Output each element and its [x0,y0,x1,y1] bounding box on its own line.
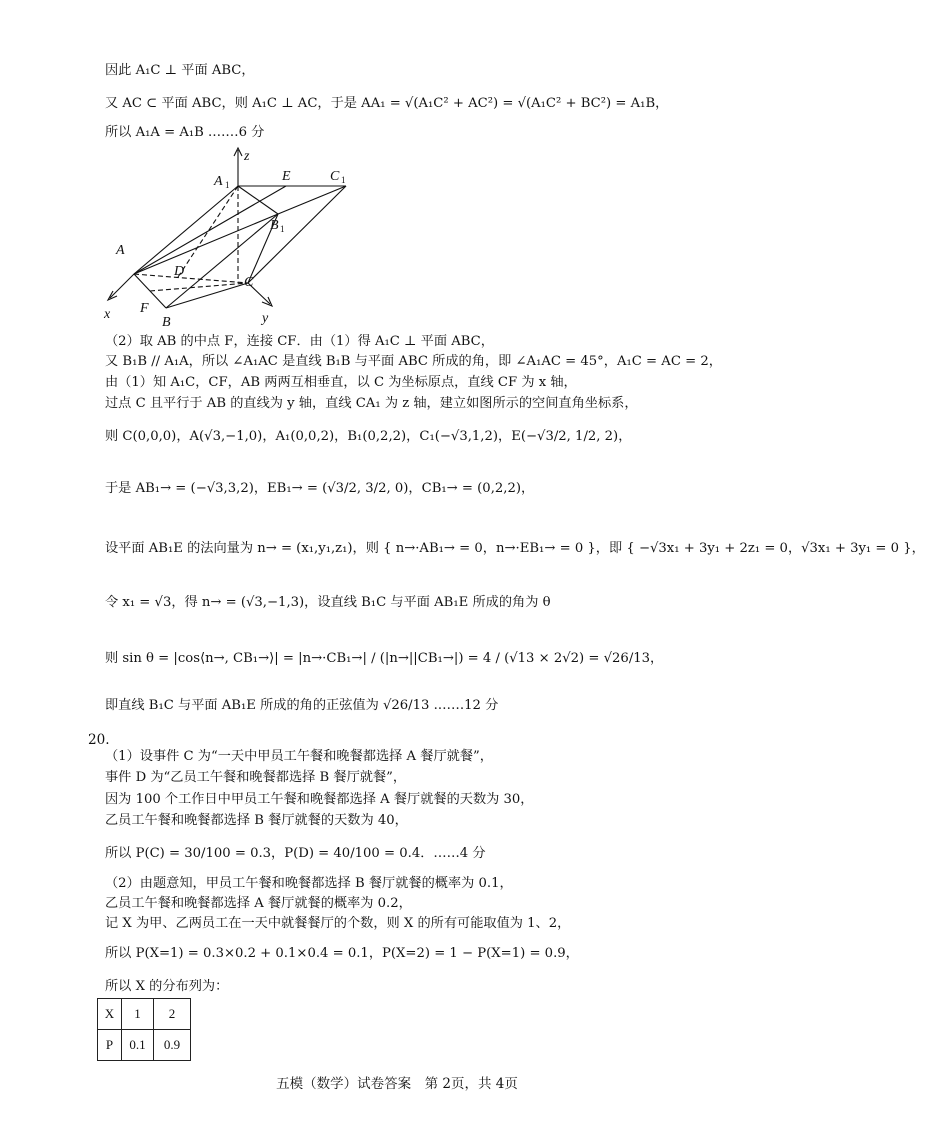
text-line-13: 即直线 B₁C 与平面 AB₁E 所成的角的正弦值为 √26/13 .……12 分 [105,698,499,713]
label-E: E [282,169,291,184]
text-line-16: 因为 100 个工作日中甲员工午餐和晚餐都选择 A 餐厅就餐的天数为 30， [105,792,534,807]
text-line-3: 所以 A₁A = A₁B .……6 分 [105,125,265,140]
table-cell: 1 [122,999,154,1030]
text-line-9: 于是 AB₁→ = (−√3,3,2)，EB₁→ = (√3/2, 3/2, 0)，CB₁→ = (0,2,2)， [105,481,535,496]
text-line-17: 乙员工午餐和晚餐都选择 B 餐厅就餐的天数为 40， [105,813,408,828]
table-cell: X [98,999,122,1030]
label-C1-sub: 1 [341,175,346,185]
label-B: B [162,315,171,330]
label-z: z [244,149,250,164]
text-line-2: 又 AC ⊂ 平面 ABC，则 A₁C ⊥ AC，于是 AA₁ = √(A₁C² + AC²) = √(A₁C² + BC²) = A₁B， [105,96,669,111]
label-A1-sub: 1 [225,180,230,190]
page-footer: 五模（数学）试卷答案 第 2页，共 4页 [276,1076,518,1092]
text-line-20: 乙员工午餐和晚餐都选择 A 餐厅就餐的概率为 0.2， [105,896,412,911]
problem-number: 20. [88,732,110,748]
text-line-12: 则 sin θ = |cos⟨n→, CB₁→⟩| = |n→·CB₁→| / (|n→||CB₁→|) = 4 / (√13 × 2√2) = √26/13， [105,651,664,666]
text-line-19: （2）由题意知，甲员工午餐和晚餐都选择 B 餐厅就餐的概率为 0.1， [105,876,513,891]
table-row [98,1030,191,1061]
text-line-5: 又 B₁B // A₁A，所以 ∠A₁AC 是直线 B₁B 与平面 ABC 所成的角，即 ∠A₁AC = 45°，A₁C = AC = 2， [105,354,722,369]
label-F: F [140,301,149,316]
label-x: x [104,307,111,322]
label-A1: A [214,174,223,189]
label-B1: B [270,218,279,233]
text-line-7: 过点 C 且平行于 AB 的直线为 y 轴，直线 CA₁ 为 z 轴，建立如图所示的空间直角坐标系， [105,396,638,411]
text-line-11: 令 x₁ = √3，得 n→ = (√3,−1,3)，设直线 B₁C 与平面 AB₁E 所成的角为 θ [105,595,551,610]
table-row [98,999,191,1030]
geometry-figure [98,140,368,330]
label-C: C [244,275,254,290]
text-line-1: 因此 A₁C ⊥ 平面 ABC， [105,63,255,78]
text-line-22: 所以 P(X=1) = 0.3×0.2 + 0.1×0.4 = 0.1，P(X=2) = 1 − P(X=1) = 0.9， [105,946,579,961]
text-line-21: 记 X 为甲、乙两员工在一天中就餐餐厅的个数，则 X 的所有可能取值为 1、2， [105,916,571,931]
text-line-4: （2）取 AB 的中点 F，连接 CF．由（1）得 A₁C ⊥ 平面 ABC， [105,334,494,349]
text-line-14: （1）设事件 C 为“一天中甲员工午餐和晚餐都选择 A 餐厅就餐”， [105,749,493,764]
text-line-18: 所以 P(C) = 30/100 = 0.3，P(D) = 40/100 = 0.4．……4 分 [105,846,486,861]
distribution-table [97,998,191,1061]
label-C1: C [330,169,340,184]
label-y: y [262,311,269,326]
table-cell: P [98,1030,122,1061]
table-cell: 0.1 [122,1030,154,1061]
text-line-6: 由（1）知 A₁C，CF，AB 两两互相垂直，以 C 为坐标原点，直线 CF 为 x 轴， [105,375,577,390]
x-axis [110,274,134,298]
label-D: D [174,264,185,279]
text-line-23: 所以 X 的分布列为： [105,979,229,994]
table-cell: 0.9 [154,1030,191,1061]
text-line-15: 事件 D 为“乙员工午餐和晚餐都选择 B 餐厅就餐”， [105,770,407,785]
label-A: A [116,243,125,258]
text-line-10: 设平面 AB₁E 的法向量为 n→ = (x₁,y₁,z₁)，则 { n→·AB₁→ = 0，n→·EB₁→ = 0 }，即 { −√3x₁ + 3y₁ + 2z₁ = 0，√3x₁ + 3y₁ = 0 }， [105,541,925,556]
table-cell: 2 [154,999,191,1030]
text-line-8: 则 C(0,0,0)，A(√3,−1,0)，A₁(0,0,2)，B₁(0,2,2)，C₁(−√3,1,2)，E(−√3/2, 1/2, 2)， [105,429,632,444]
label-B1-sub: 1 [280,224,285,234]
